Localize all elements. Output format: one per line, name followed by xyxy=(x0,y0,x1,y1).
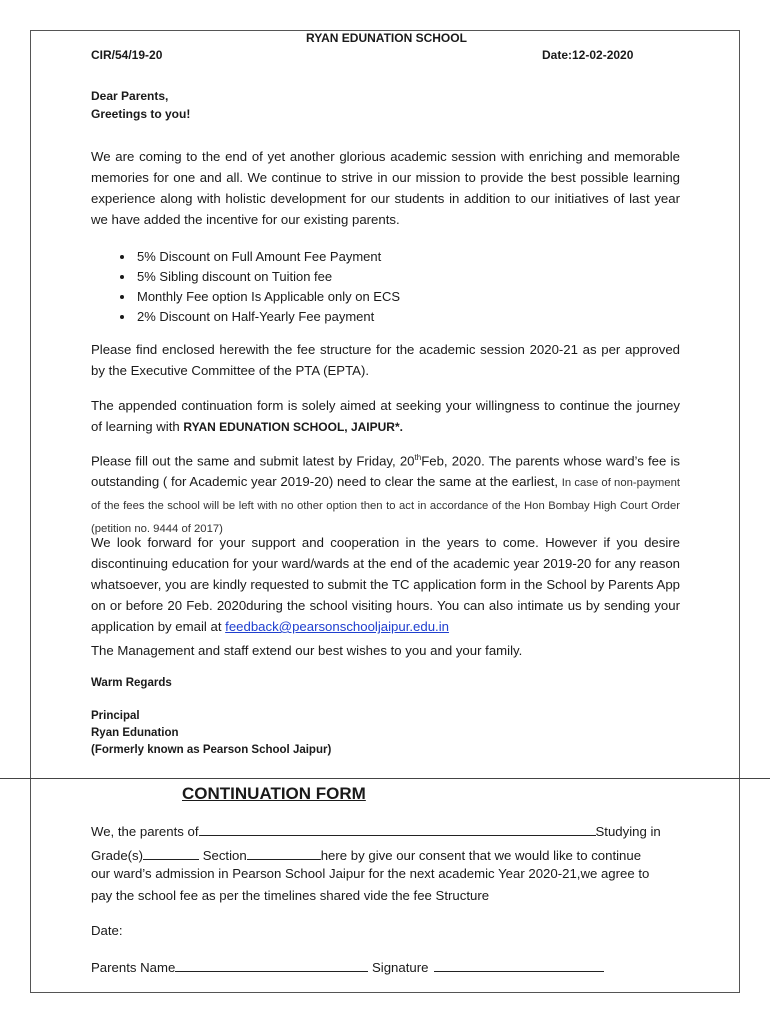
salutation-dear-parents: Dear Parents, xyxy=(91,89,169,103)
warm-regards: Warm Regards xyxy=(91,677,172,689)
feedback-email-link[interactable]: feedback@pearsonschooljaipur.edu.in xyxy=(225,619,449,634)
court-order-note: In case of non-payment of the fees the school will be left with no other option then to act in accordance of the Hon Bombay High Court Order (petition no. 9444 of 2017) xyxy=(91,477,680,536)
support-paragraph xyxy=(91,532,680,637)
parents-name-field[interactable] xyxy=(175,958,368,972)
section-label: Section xyxy=(202,848,247,863)
signatory-title: Principal xyxy=(91,710,140,722)
section-field[interactable] xyxy=(247,846,321,860)
consent-text: here by give our consent that we would like to continue xyxy=(320,848,642,863)
grade-label: Grade(s) xyxy=(91,848,144,863)
form-line1-suffix: Studying in xyxy=(595,824,661,839)
continuation-paragraph xyxy=(91,395,680,438)
list-item: • 5% Sibling discount on Tuition fee xyxy=(135,267,400,287)
school-name: RYAN EDUNATION SCHOOL xyxy=(306,31,467,45)
school-name-bold: RYAN EDUNATION SCHOOL, JAIPUR*. xyxy=(183,420,403,434)
salutation-greetings: Greetings to you! xyxy=(91,107,191,121)
circular-number: CIR/54/19-20 xyxy=(91,48,163,62)
deadline-paragraph xyxy=(91,447,680,540)
grade-field[interactable] xyxy=(143,846,199,860)
formerly-known-as: (Formerly known as Pearson School Jaipur) xyxy=(91,744,332,756)
letter-date: Date:12-02-2020 xyxy=(542,48,634,62)
signatory-org: Ryan Edunation xyxy=(91,727,179,739)
form-title: CONTINUATION FORM xyxy=(182,784,366,803)
form-signature-line xyxy=(91,958,604,975)
list-item: • 5% Discount on Full Amount Fee Payment xyxy=(135,247,400,267)
cut-line-divider xyxy=(0,778,770,779)
form-line1-prefix: We, the parents of xyxy=(91,824,199,839)
incentives-list xyxy=(90,247,400,327)
form-line-1 xyxy=(91,822,661,839)
ward-name-field[interactable] xyxy=(199,822,596,836)
wishes-paragraph: The Management and staff extend our best wishes to you and your family. xyxy=(91,643,523,658)
fee-structure-paragraph: Please find enclosed herewith the fee structure for the academic session 2020-21 as per approved by the Executive Committee of the PTA (EPTA). xyxy=(91,342,680,378)
list-item: • 2% Discount on Half-Yearly Fee payment xyxy=(135,307,400,327)
deadline-text-part2: Feb, 2020. The parents whose ward’s fee is outstanding ( for Academic year 2019-20) need to clear the same at the earliest, xyxy=(91,453,680,490)
deadline-text-part1: Please fill out the same and submit latest by Friday, 20 xyxy=(91,453,415,469)
form-line-4: pay the school fee as per the timelines shared vide the fee Structure xyxy=(91,888,490,903)
ordinal-suffix: th xyxy=(414,453,422,462)
form-line-2 xyxy=(91,846,641,863)
signature-label: Signature xyxy=(371,960,429,975)
form-date-label: Date: xyxy=(91,923,123,938)
intro-paragraph: We are coming to the end of yet another glorious academic session with enriching and memorable memories for one and all. We continue to strive in our mission to provide the best possible learning experience along with holistic development for our students in addition to our initiatives of last year we have added the incentive for our existing parents. xyxy=(91,149,680,227)
support-text: We look forward for your support and cooperation in the years to come. However if you desire discontinuing education for your ward/wards at the end of the academic year 2019-20 for any reason whatsoever, you are kindly requested to submit the TC application form in the School by Parents App on or before 20 Feb. 2020during the school visiting hours. You can also intimate us by sending your application by email at xyxy=(91,535,680,634)
form-line-3: our ward’s admission in Pearson School Jaipur for the next academic Year 2020-21,we agree to xyxy=(91,866,650,881)
signature-field[interactable] xyxy=(434,958,604,972)
continuation-text: The appended continuation form is solely aimed at seeking your willingness to continue the journey of learning with xyxy=(91,398,680,434)
parents-name-label: Parents Name xyxy=(91,960,176,975)
list-item: • Monthly Fee option Is Applicable only on ECS xyxy=(135,287,400,307)
